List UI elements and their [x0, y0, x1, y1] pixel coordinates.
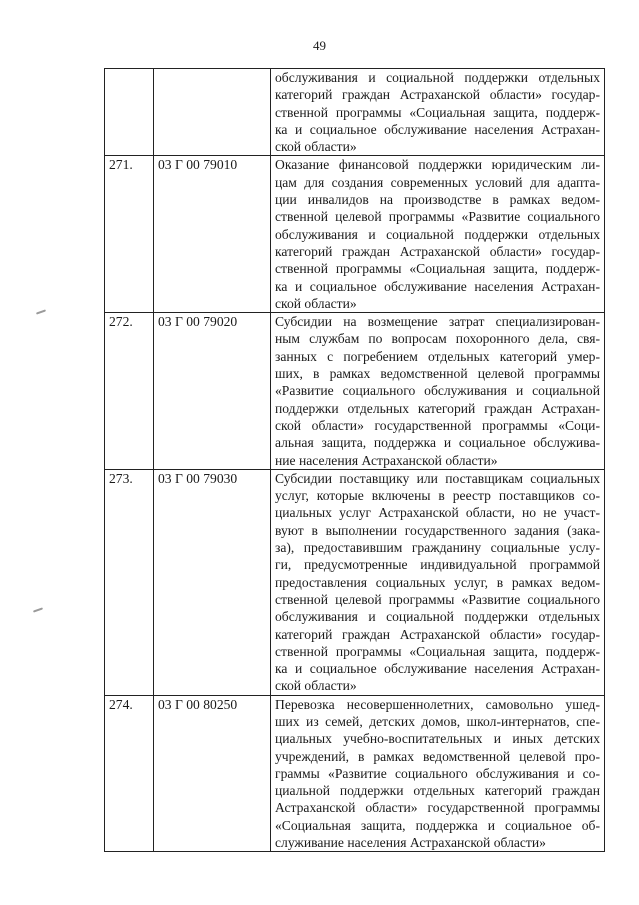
description-line: Перевозка несовершеннолетних, самовольно ушед-	[275, 696, 600, 712]
description-line: услуг, которые включены в реестр поставщиков со-	[275, 488, 600, 504]
description-line: занных с погребением отдельных категорий умер-	[275, 348, 600, 364]
description-line: альная защита, поддержка и социальное обслужива-	[275, 435, 600, 451]
description-line: ка и социальное обслуживание населения Астрахан-	[275, 278, 600, 294]
description-line: обслуживания и социальной поддержки отдельных	[275, 70, 600, 85]
table-body	[105, 69, 605, 852]
description-line: «Социальная защита, поддержка и социальное об-	[275, 817, 600, 833]
description-line: поддержки отдельных категорий граждан Астрахан-	[275, 400, 600, 416]
description-line: обслуживания и социальной поддержки отдельных	[275, 609, 600, 625]
description-line: ской области»	[275, 678, 357, 694]
table-row	[105, 69, 605, 156]
description-line: предоставления социальных услуг, в рамках ведом-	[275, 574, 600, 590]
description-line: Субсидии поставщику или поставщикам социальных	[275, 470, 600, 486]
description-line: ка и социальное обслуживание населения Астрахан-	[275, 661, 600, 677]
description-line: ным службам по вопросам похоронного дела, свя-	[275, 331, 600, 347]
description-line: ственной программы «Социальная защита, поддерж-	[275, 261, 600, 277]
description-line: ших, в рамках ведомственной целевой программы	[275, 366, 600, 382]
description-line: вуют в выполнении государственного задания (зака-	[275, 522, 600, 538]
row-number-cell: 274.	[105, 695, 154, 852]
row-number-cell: 272.	[105, 313, 154, 470]
description-line: ственной целевой программы «Развитие социального	[275, 209, 600, 225]
description-line: служивание населения Астраханской области»	[275, 835, 546, 851]
description-line: цам для создания современных условий для адапта-	[275, 174, 600, 190]
description-line: «Развитие социального обслуживания и социальной	[275, 383, 600, 399]
description-line: категорий граждан Астраханской области» государ-	[275, 243, 600, 259]
table-row	[105, 156, 605, 313]
description-line: ции инвалидов на производстве в рамках ведом-	[275, 192, 600, 208]
table-row	[105, 469, 605, 695]
description-line: ственной целевой программы «Развитие социального	[275, 591, 600, 607]
table-row	[105, 313, 605, 470]
description-line: ние населения Астраханской области»	[275, 452, 498, 468]
description-line: циальных услуг Астраханской области, но не участ-	[275, 505, 600, 521]
description-line: ской области» государственной программы «Соци-	[275, 417, 600, 433]
description-line: ших из семей, детских домов, школ-интернатов, спе-	[275, 713, 600, 729]
description-line: категорий граждан Астраханской области» государ-	[275, 626, 600, 642]
scan-mark	[33, 607, 43, 612]
description-line: ственной программы «Социальная защита, поддерж-	[275, 104, 600, 120]
description-line: циальных учебно-воспитательных и иных детских	[275, 731, 600, 747]
row-code-cell	[154, 69, 271, 156]
table-row	[105, 695, 605, 852]
budget-classification-table	[104, 68, 605, 852]
description-line: обслуживания и социальной поддержки отдельных	[275, 226, 600, 242]
row-description-cell	[271, 313, 605, 470]
description-line: циальной поддержки отдельных категорий граждан	[275, 783, 600, 799]
row-code-cell: 03 Г 00 79030	[154, 469, 271, 695]
description-line: граммы «Развитие социального обслуживания и со-	[275, 765, 600, 781]
description-line: ги, предусмотренные индивидуальной программой	[275, 557, 600, 573]
page-number: 49	[313, 38, 326, 53]
row-code-cell: 03 Г 00 80250	[154, 695, 271, 852]
row-number-cell: 271.	[105, 156, 154, 313]
row-number-cell: 273.	[105, 469, 154, 695]
description-line: категорий граждан Астраханской области» государ-	[275, 87, 600, 103]
scan-mark	[36, 309, 46, 314]
description-line: ской области»	[275, 139, 357, 155]
row-description-cell	[271, 695, 605, 852]
description-line: Субсидии на возмещение затрат специализирован-	[275, 314, 600, 330]
description-line: учреждений, в рамках ведомственной целевой про-	[275, 748, 600, 764]
row-code-cell: 03 Г 00 79020	[154, 313, 271, 470]
description-line: ка и социальное обслуживание населения Астрахан-	[275, 121, 600, 137]
description-line: ской области»	[275, 295, 357, 311]
description-line: Оказание финансовой поддержки юридическим ли-	[275, 157, 600, 173]
row-code-cell: 03 Г 00 79010	[154, 156, 271, 313]
row-description-cell	[271, 156, 605, 313]
description-line: ственной программы «Социальная защита, поддерж-	[275, 643, 600, 659]
description-line: Астраханской области» государственной программы	[275, 800, 600, 816]
row-number-cell	[105, 69, 154, 156]
row-description-cell	[271, 469, 605, 695]
description-line: за), предоставившим гражданину социальные услу-	[275, 540, 600, 556]
row-description-cell	[271, 69, 605, 156]
